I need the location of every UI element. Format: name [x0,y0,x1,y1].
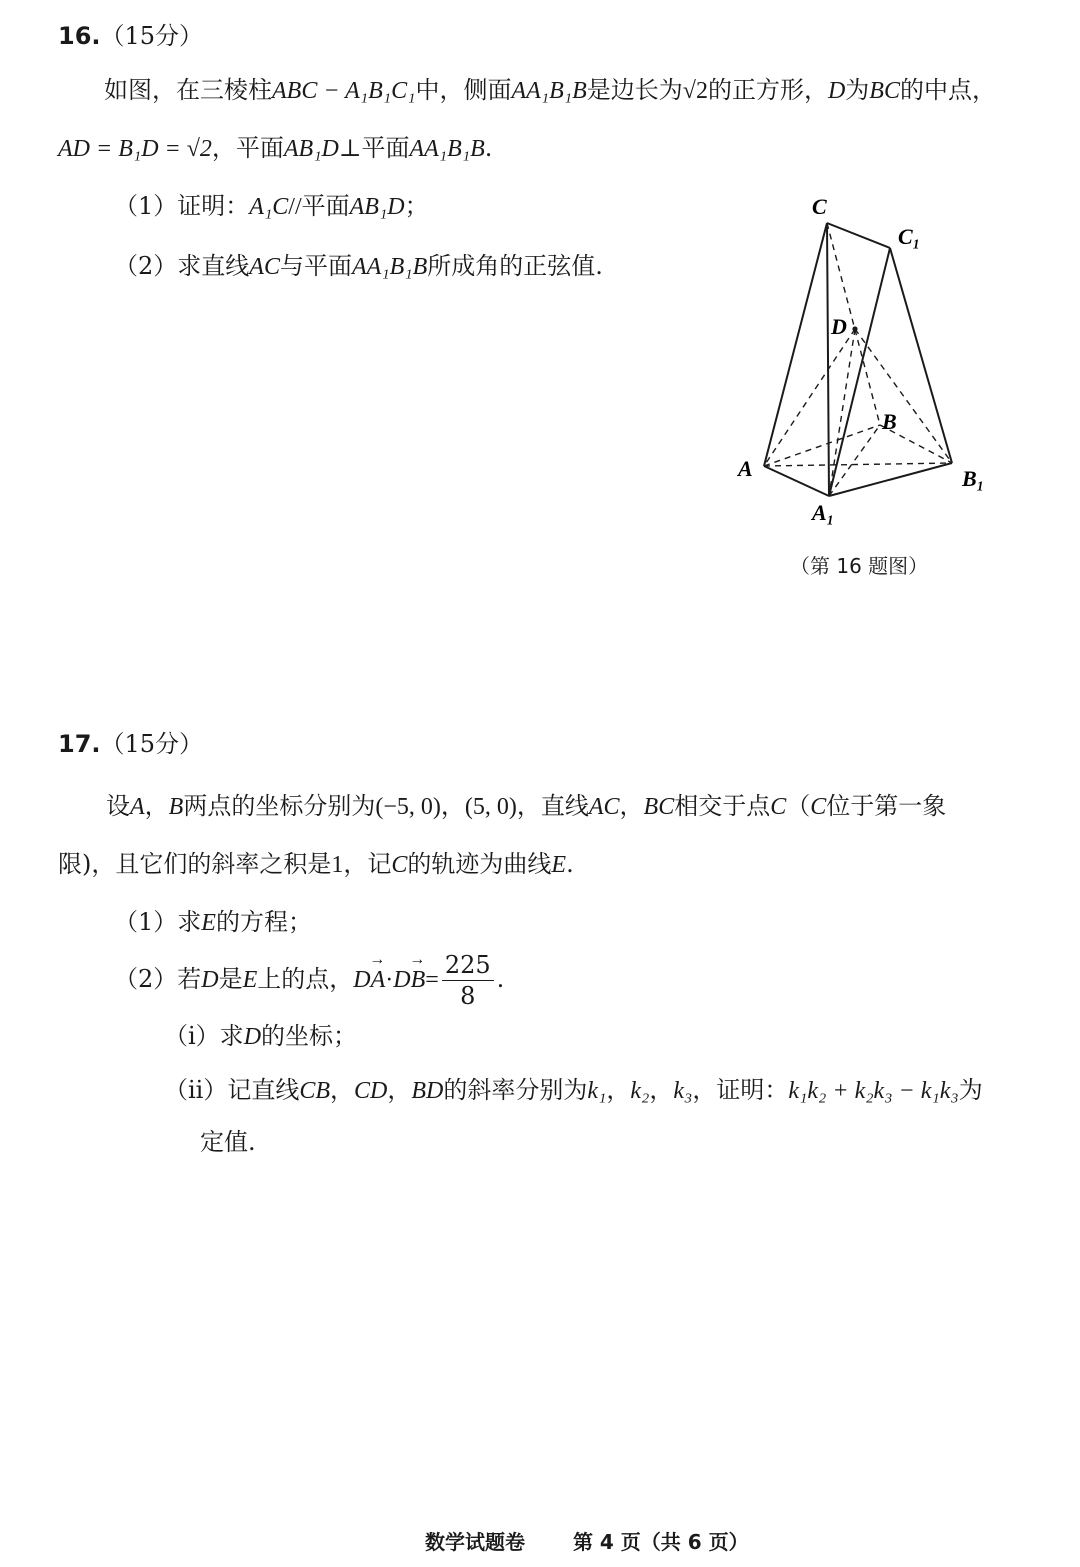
q16-plane-AB1D: AB₁D [349,194,405,220]
edge-A-B [764,425,880,466]
q17-part2-prefix: （2）若 [114,965,202,993]
q17-point-C: C [810,794,827,820]
q16-text: 所成角的正弦值. [427,252,603,280]
q17-part2-ii [164,1074,983,1107]
label-B1: B₁ [962,466,985,491]
q16-text: 中，侧面 [415,76,512,104]
q17-text: 为 [958,1076,983,1104]
q16-text: 平面 [361,134,410,162]
edge-C1-A1 [829,248,890,496]
q16-length-condition: AD = B₁D = √2 [58,136,212,162]
q17-point-D: D [243,1024,262,1050]
q17-coord-A: (−5, 0) [375,794,441,820]
q16-text: 为 [845,76,870,104]
q16-points: （15分） [100,22,204,50]
q17-ii-prefix: （ii）记直线 [164,1076,300,1104]
q16-line-AC: AC [249,254,280,280]
edge-C-C1 [827,223,890,248]
q17-text: ， [387,1076,412,1104]
q16-header [58,20,203,52]
q16-prism-name: ABC − A₁B₁C₁ [272,78,416,104]
q17-point-D: D [201,967,219,993]
q16-part1 [114,190,429,223]
q16-part2 [114,250,603,283]
q16-part1-prefix: （1）证明： [114,192,250,220]
q16-parallel-symbol: // [288,194,302,220]
q17-curve-E: E [242,967,258,993]
page-footer [425,1526,749,1555]
q17-fraction-denominator: 8 [460,982,476,1010]
q17-part1 [114,906,312,939]
q17-curve-E: E [201,910,216,936]
q16-text: 平面 [301,192,350,220]
q16-statement-line1 [104,74,996,107]
q16-perp-symbol: ⊥ [338,136,362,162]
point-D-dot [852,326,857,331]
q17-point-B: B [168,794,184,820]
q17-slope-k3: k₃ [673,1078,693,1104]
q16-number: 16. [58,22,101,50]
q16-text: 如图，在三棱柱 [104,76,272,104]
q17-text: 的轨迹为曲线 [407,850,552,878]
q17-header [58,728,203,760]
q17-text: 两点的坐标分别为 [183,792,376,820]
q17-product-value: 1 [331,852,344,878]
q17-period: . [566,850,574,878]
q17-text: 限)，且它们的斜率之积是 [58,850,332,878]
q17-text: ，证明： [692,1076,789,1104]
q17-statement-line1 [106,790,946,823]
label-D: D [831,314,847,339]
q17-line-BC: BC [643,794,675,820]
q17-line-CB: CB [299,1078,331,1104]
q16-text: 与平面 [279,252,352,280]
label-C1: C₁ [898,224,921,249]
label-B: B [882,409,897,434]
q16-face-name: AA₁B₁B [511,78,587,104]
q16-statement-line2 [58,132,492,165]
q17-equals: = [425,967,439,993]
q17-line-AC: AC [588,794,620,820]
q17-text: 的坐标； [261,1022,358,1050]
q17-vector-DB: DB → [393,964,425,996]
q16-plane-AA1B1B: AA₁B₁B [409,136,485,162]
q16-text: 的正方形， [707,76,828,104]
label-A: A [738,456,753,481]
q16-segment-BC: BC [869,78,900,104]
q17-part1-prefix: （1）求 [114,908,202,936]
edge-C1-B1 [890,248,952,463]
footer-title: 数学试题卷 [425,1530,525,1554]
edge-A1-B1 [829,463,952,496]
label-A1: A₁ [812,500,835,525]
q17-text: 是 [218,965,243,993]
edge-C-A [764,223,827,466]
q17-part2 [114,950,504,1011]
q17-line-BD: BD [411,1078,444,1104]
q17-expression: k₁k₂ + k₂k₃ − k₁k₃ [788,1078,959,1104]
q17-number: 17. [58,730,101,758]
q17-dot-operator: · [385,967,394,993]
edge-A-A1 [764,466,829,496]
q16-prism-figure [720,188,1020,533]
q17-part2-ii-line2: 定值. [200,1128,256,1156]
q17-part2-i [164,1020,357,1053]
q17-text: 位于第一象 [826,792,947,820]
q17-slope-k1: k₁ [587,1078,607,1104]
q16-line-A1C: A₁C [249,194,289,220]
q17-text: 的斜率分别为 [443,1076,588,1104]
q17-point-C: C [391,852,408,878]
q17-line-CD: CD [354,1078,388,1104]
q17-text: 的方程； [215,908,312,936]
q17-text: ， [606,1076,631,1104]
q17-text: 上的点， [257,965,354,993]
q17-text: ，记 [343,850,392,878]
footer-page-number: 第 4 页（共 6 页） [572,1530,749,1554]
label-C: C [812,194,827,219]
q16-text: ； [404,192,429,220]
q17-text: ， [330,1076,355,1104]
q16-text: 是边长为 [586,76,683,104]
q17-text: 相交于点 [674,792,771,820]
q17-point-A: A [130,794,145,820]
q16-sqrt2: √2 [682,78,708,104]
q17-statement-line2 [58,848,574,881]
q17-period: . [496,965,505,993]
edge-D-B1 [855,329,952,463]
q16-figure-caption: （第 16 题图） [790,554,929,578]
q16-period: . [484,134,493,162]
edge-D-A1 [829,329,855,496]
q17-fraction [442,950,494,1011]
q17-text: 设 [106,792,130,820]
q17-text: ， [144,792,169,820]
edge-A-B1 [764,463,952,466]
q17-points: （15分） [100,730,204,758]
q17-point-C: C [770,794,787,820]
q17-slope-k2: k₂ [630,1078,650,1104]
q17-text: ， [619,792,644,820]
q16-plane-AA1B1B: AA₁B₁B [351,254,428,280]
q16-part2-prefix: （2）求直线 [114,252,250,280]
q16-plane-AB1D: AB₁D [283,136,339,162]
q17-vector-DA: DA → [353,964,385,996]
q17-i-prefix: （i）求 [164,1022,244,1050]
q17-coord-B: (5, 0) [464,794,517,820]
q17-curve-E: E [551,852,567,878]
q16-text: ，平面 [211,134,284,162]
q17-text: ， [649,1076,674,1104]
q17-text: ， [440,792,465,820]
q16-point-D: D [827,78,846,104]
q16-text: 的中点， [899,76,996,104]
q17-text: ，直线 [516,792,589,820]
q17-fraction-numerator: 225 [442,950,494,981]
q17-text: （ [786,792,811,820]
edge-C-A1 [827,223,829,496]
